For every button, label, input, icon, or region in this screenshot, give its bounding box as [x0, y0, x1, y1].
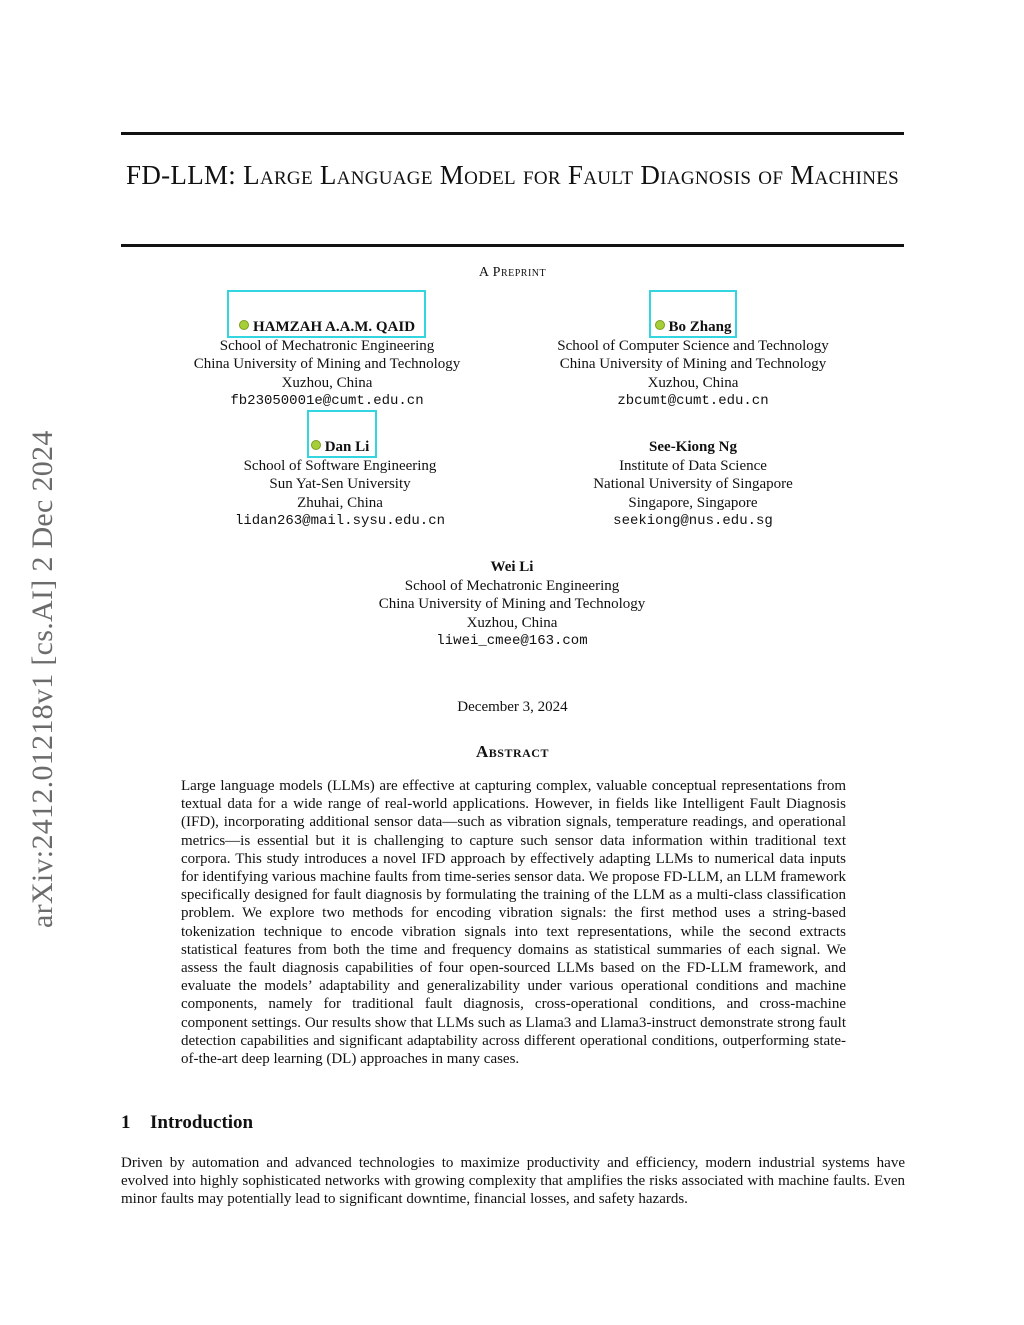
author-block	[530, 318, 856, 411]
paper-title: FD-LLM: Large Language Model for Fault Diagnosis of Machines	[126, 160, 899, 190]
link-highlight-box	[307, 410, 377, 458]
author-location: Xuzhou, China	[466, 614, 558, 631]
author-department: Institute of Data Science	[619, 457, 767, 474]
author-name[interactable]: HAMZAH A.A.M. QAID	[239, 318, 415, 337]
author-department: School of Mechatronic Engineering	[219, 337, 435, 354]
author-department: School of Software Engineering	[243, 457, 437, 474]
author-block	[330, 558, 694, 651]
title-rule-top	[121, 132, 904, 135]
author-institution: Sun Yat-Sen University	[269, 476, 411, 492]
author-location: Xuzhou, China	[647, 374, 739, 391]
author-institution: China University of Mining and Technology	[559, 356, 827, 372]
author-block	[200, 438, 480, 531]
paper-date: December 3, 2024	[457, 699, 568, 715]
abstract-text: Large language models (LLMs) are effective at capturing complex, valuable conceptual representations from textual data for a wide range of real-world applications. However, in fields like Intelligent Fault Diagnosis (IFD), incorporating additional sensor data—such as vibration signals, temperature readings, and operational metrics—is essential but it is challenging to capture such sensor data information within traditional text corpora. This study introduces a novel IFD approach by effectively adapting LLMs to numerical data inputs for identifying various machine faults from time-series sensor data. We propose FD-LLM, an LLM framework specifically designed for fault diagnosis by formulating the training of the LLM as a multi-class classification problem. We explore two methods for encoding vibration signals: the first method uses a string-based tokenization technique to encode vibration signals into text representations, while the second extracts statistical features from both the time and frequency domains as statistical summaries of each signal. We assess the fault diagnosis capabilities of four open-sourced LLMs based on the FD-LLM framework, and evaluate the models’ adaptability and generalizability under various operational conditions and machine components, namely for traditional fault diagnosis, cross-operational conditions, and cross-machine component settings. Our results show that LLMs such as Llama3 and Llama3-instruct demonstrate strong fault detection capabilities and significant adaptability across different operational conditions, outperforming state-of-the-art deep learning (DL) approaches in many cases.	[181, 778, 846, 1068]
author-email[interactable]: liwei_cmee@163.com	[436, 633, 588, 649]
author-email[interactable]: fb23050001e@cumt.edu.cn	[230, 393, 424, 409]
author-email[interactable]: seekiong@nus.edu.sg	[613, 513, 773, 529]
author-name[interactable]: Dan Li	[311, 438, 370, 457]
author-name[interactable]: Bo Zhang	[655, 318, 732, 337]
title-rule-bottom	[121, 244, 904, 247]
author-email[interactable]: zbcumt@cumt.edu.cn	[617, 393, 769, 409]
abstract-heading: Abstract	[476, 742, 549, 761]
preprint-label: A Preprint	[478, 265, 547, 280]
arxiv-identifier: arXiv:2412.01218v1 [cs.AI] 2 Dec 2024	[26, 430, 59, 928]
link-highlight-box	[649, 290, 737, 338]
author-department: School of Computer Science and Technology	[557, 337, 829, 354]
arxiv-side-stamp	[0, 0, 59, 928]
section-heading	[121, 1112, 253, 1134]
link-highlight-box	[227, 290, 426, 338]
author-location: Singapore, Singapore	[628, 494, 758, 511]
section-number: 1	[121, 1112, 131, 1133]
author-email[interactable]: lidan263@mail.sysu.edu.cn	[234, 513, 446, 529]
author-location: Zhuhai, China	[297, 494, 383, 511]
intro-paragraph: Driven by automation and advanced technologies to maximize productivity and efficiency, modern industrial systems have evolved into highly sophisticated networks with growing complexity that amplifies the risks associated with machine faults. Even minor faults may potentially lead to significant downtime, financial losses, and safety hazards.	[121, 1155, 905, 1208]
author-block	[530, 438, 856, 531]
author-name: See-Kiong Ng	[649, 439, 737, 455]
author-institution: National University of Singapore	[593, 476, 793, 492]
author-location: Xuzhou, China	[281, 374, 373, 391]
author-block	[170, 318, 484, 411]
section-title: Introduction	[150, 1112, 254, 1133]
author-institution: China University of Mining and Technology	[193, 356, 461, 372]
author-institution: China University of Mining and Technology	[378, 596, 646, 612]
author-department: School of Mechatronic Engineering	[404, 577, 620, 594]
author-name: Wei Li	[490, 559, 534, 575]
